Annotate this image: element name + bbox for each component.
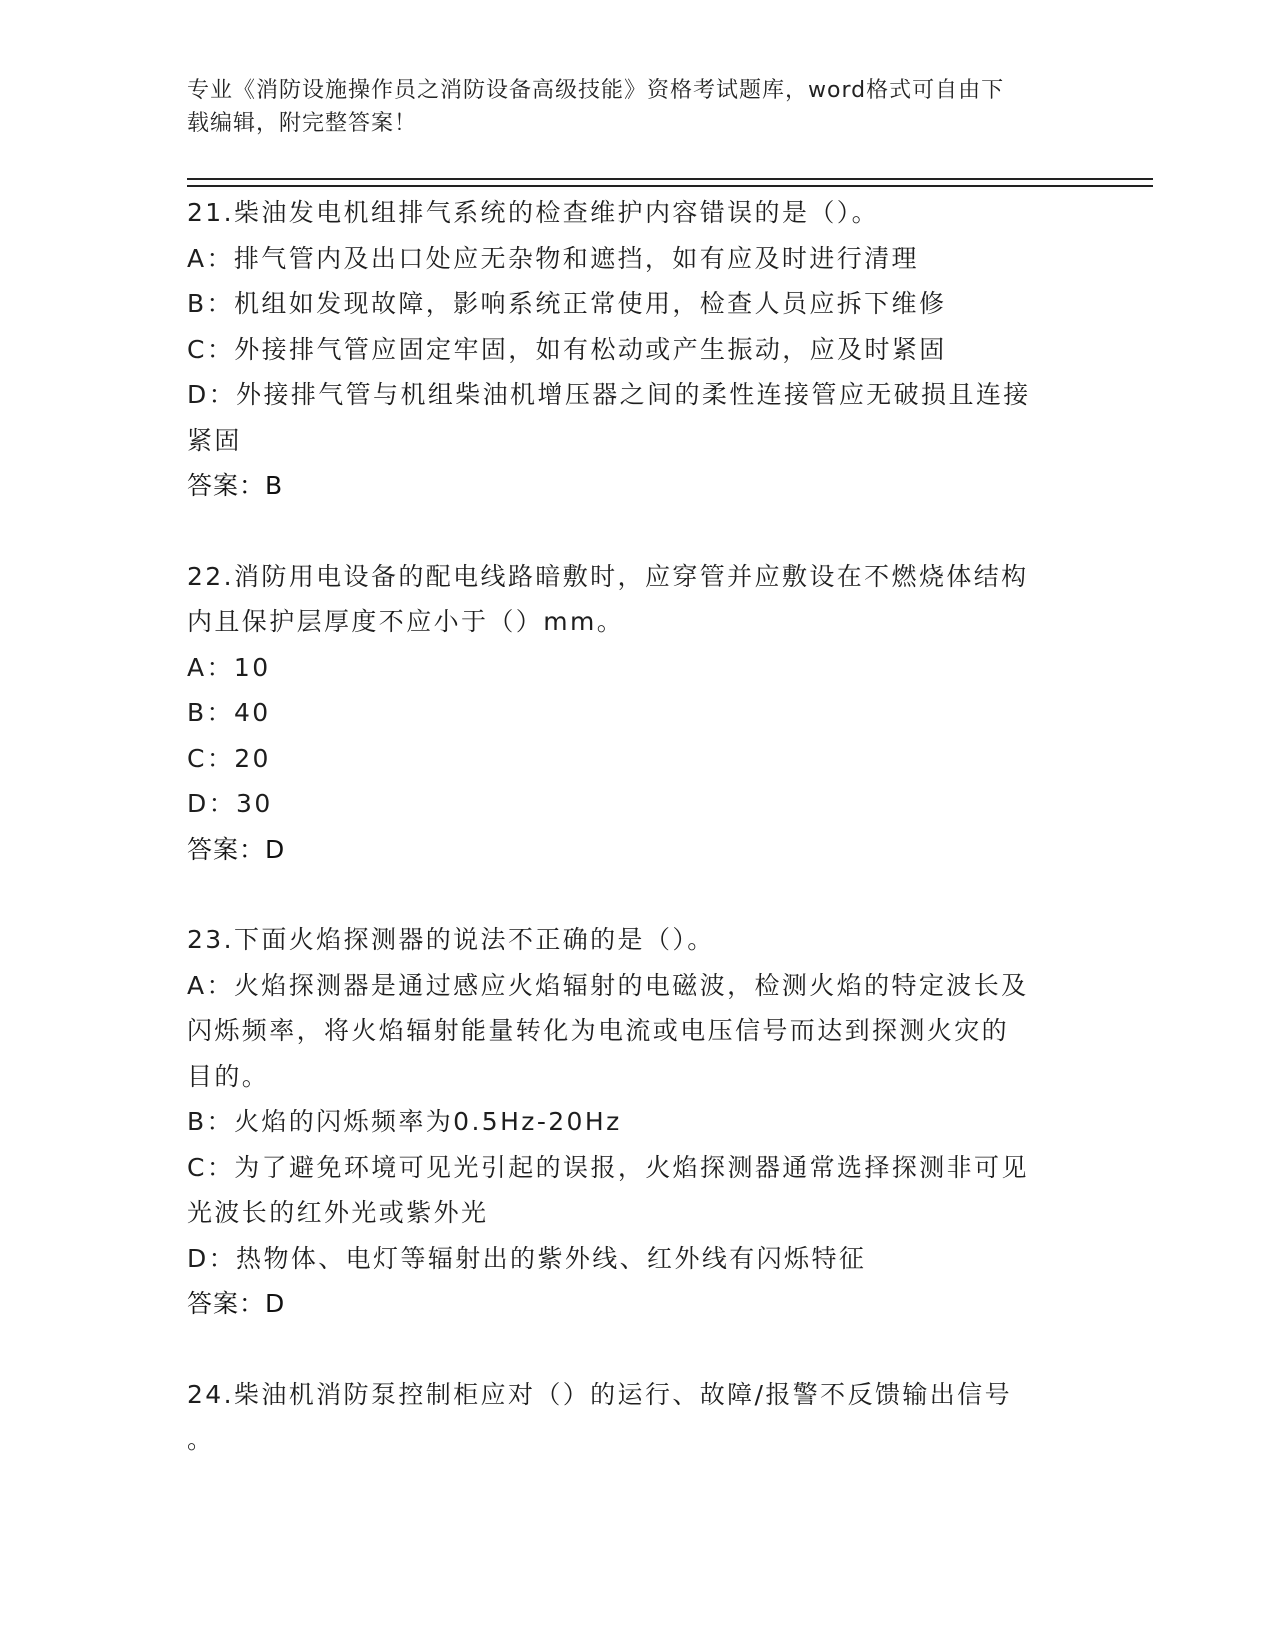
header-rule-bottom	[187, 185, 1153, 187]
question-22-option-a: A：10	[187, 652, 271, 682]
question-22-option-b: B：40	[187, 698, 271, 727]
question-23-option-a: A：火焰探测器是通过感应火焰辐射的电磁波，检测火焰的特定波长及	[187, 970, 1029, 1000]
question-21-answer: 答案：B	[187, 471, 284, 500]
question-23-option-b: B：火焰的闪烁频率为0.5Hz-20Hz	[187, 1107, 622, 1136]
question-22-stem-cont: 内且保护层厚度不应小于（）mm。	[187, 607, 625, 636]
question-24	[187, 1372, 1087, 1463]
question-22-stem: 22.消防用电设备的配电线路暗敷时，应穿管并应敷设在不燃烧体结构	[187, 561, 1029, 591]
question-21-option-d: D：外接排气管与机组柴油机增压器之间的柔性连接管应无破损且连接	[187, 380, 1031, 409]
document-header	[187, 74, 1087, 140]
question-21-option-c: C：外接排气管应固定牢固，如有松动或产生振动，应及时紧固	[187, 334, 947, 364]
question-21	[187, 190, 1087, 509]
header-rule-top	[187, 178, 1153, 180]
header-line-2: 载编辑，附完整答案！	[187, 111, 418, 136]
question-23-option-c: C：为了避免环境可见光引起的误报，火焰探测器通常选择探测非可见	[187, 1152, 1029, 1182]
question-22-option-c: C：20	[187, 743, 271, 773]
question-24-stem: 24.柴油机消防泵控制柜应对（）的运行、故障/报警不反馈输出信号	[187, 1379, 1012, 1409]
question-21-option-d-cont: 紧固	[187, 425, 242, 455]
header-line-1: 专业《消防设施操作员之消防设备高级技能》资格考试题库，word格式可自由下	[187, 78, 1005, 103]
question-23-answer: 答案：D	[187, 1289, 286, 1318]
question-21-option-a: A：排气管内及出口处应无杂物和遮挡，如有应及时进行清理	[187, 243, 919, 273]
question-23-option-d: D：热物体、电灯等辐射出的紫外线、红外线有闪烁特征	[187, 1243, 867, 1273]
question-list	[187, 190, 1087, 1508]
question-22	[187, 554, 1087, 873]
question-23-option-a-cont-1: 闪烁频率，将火焰辐射能量转化为电流或电压信号而达到探测火灾的	[187, 1016, 1010, 1045]
question-21-stem: 21.柴油发电机组排气系统的检查维护内容错误的是（）。	[187, 198, 880, 227]
question-23-stem: 23.下面火焰探测器的说法不正确的是（）。	[187, 925, 715, 954]
question-22-answer: 答案：D	[187, 834, 286, 864]
question-23-option-a-cont-2: 目的。	[187, 1061, 270, 1091]
question-23-option-c-cont: 光波长的红外光或紫外光	[187, 1198, 489, 1227]
question-24-stem-cont: 。	[187, 1425, 215, 1454]
question-21-option-b: B：机组如发现故障，影响系统正常使用，检查人员应拆下维修	[187, 289, 947, 318]
question-23	[187, 917, 1087, 1327]
question-22-option-d: D：30	[187, 789, 273, 818]
